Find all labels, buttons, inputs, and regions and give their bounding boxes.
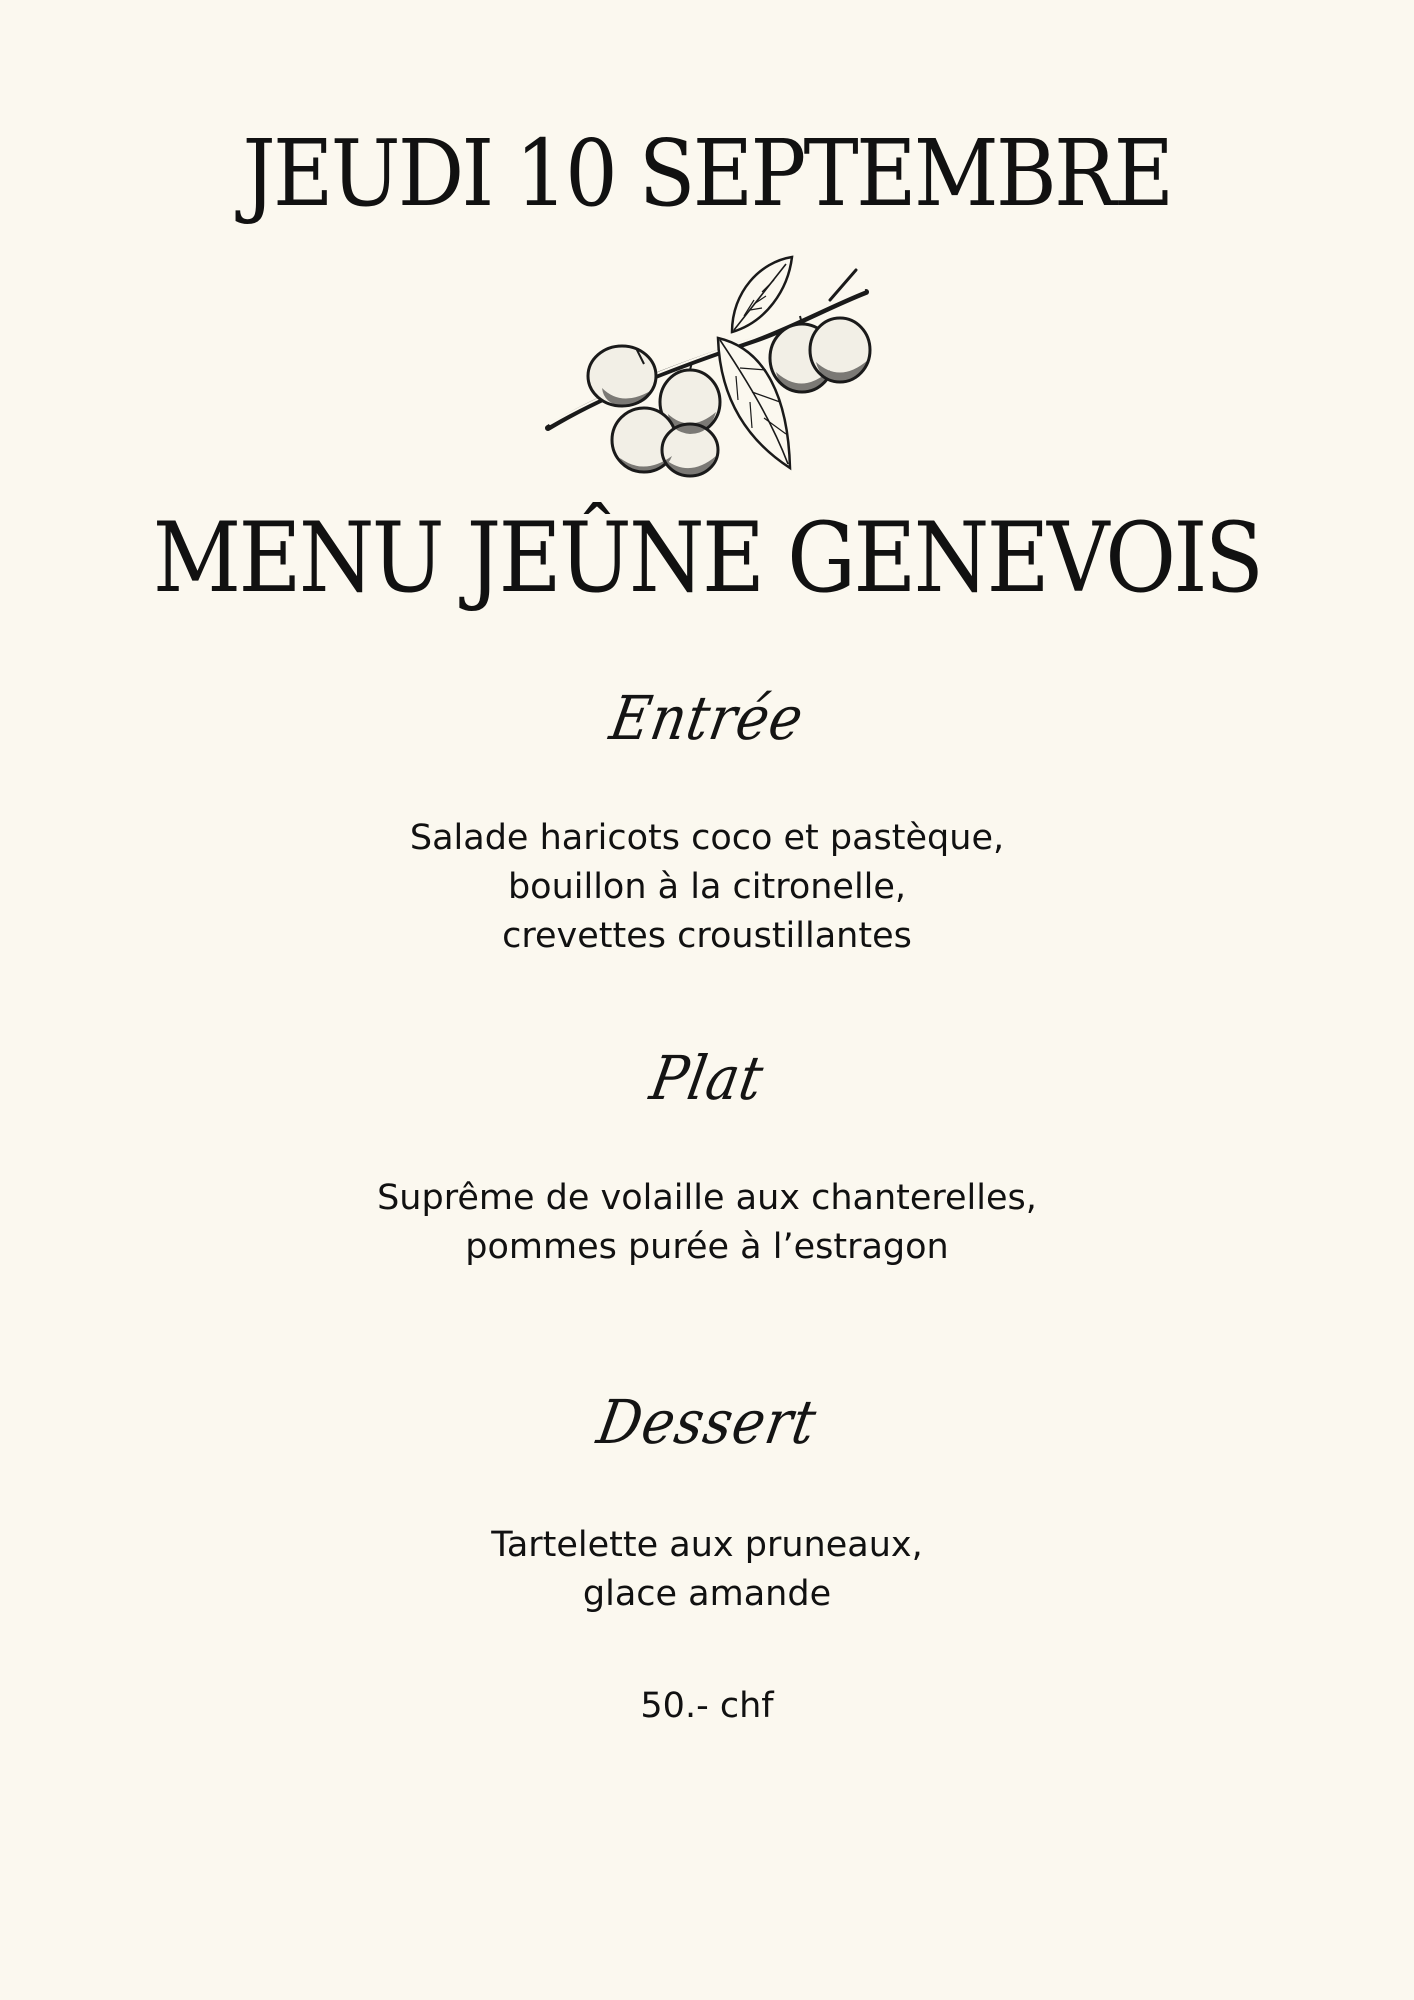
- entree-line: Salade haricots coco et pastèque,: [409, 818, 1005, 858]
- entree-line: crevettes croustillantes: [502, 916, 912, 956]
- course-description-entree: [0, 814, 1414, 961]
- menu-title: MENU JEÛNE GENEVOIS: [152, 502, 1262, 614]
- course-label-plat: Plat: [645, 1043, 770, 1114]
- course-label-entree: Entrée: [605, 683, 810, 754]
- date-title: JEUDI 10 SEPTEMBRE: [242, 120, 1172, 227]
- dessert-line: glace amande: [582, 1574, 832, 1614]
- entree-line: bouillon à la citronelle,: [507, 867, 907, 907]
- menu-price: 50.- chf: [640, 1686, 774, 1726]
- course-label-dessert: Dessert: [592, 1387, 822, 1458]
- plat-line: pommes purée à l’estragon: [465, 1227, 949, 1267]
- course-description-plat: [0, 1174, 1414, 1272]
- plum-branch-icon: [540, 252, 880, 482]
- course-description-dessert: [0, 1521, 1414, 1619]
- plat-line: Suprême de volaille aux chanterelles,: [377, 1178, 1037, 1218]
- dessert-line: Tartelette aux pruneaux,: [491, 1525, 923, 1565]
